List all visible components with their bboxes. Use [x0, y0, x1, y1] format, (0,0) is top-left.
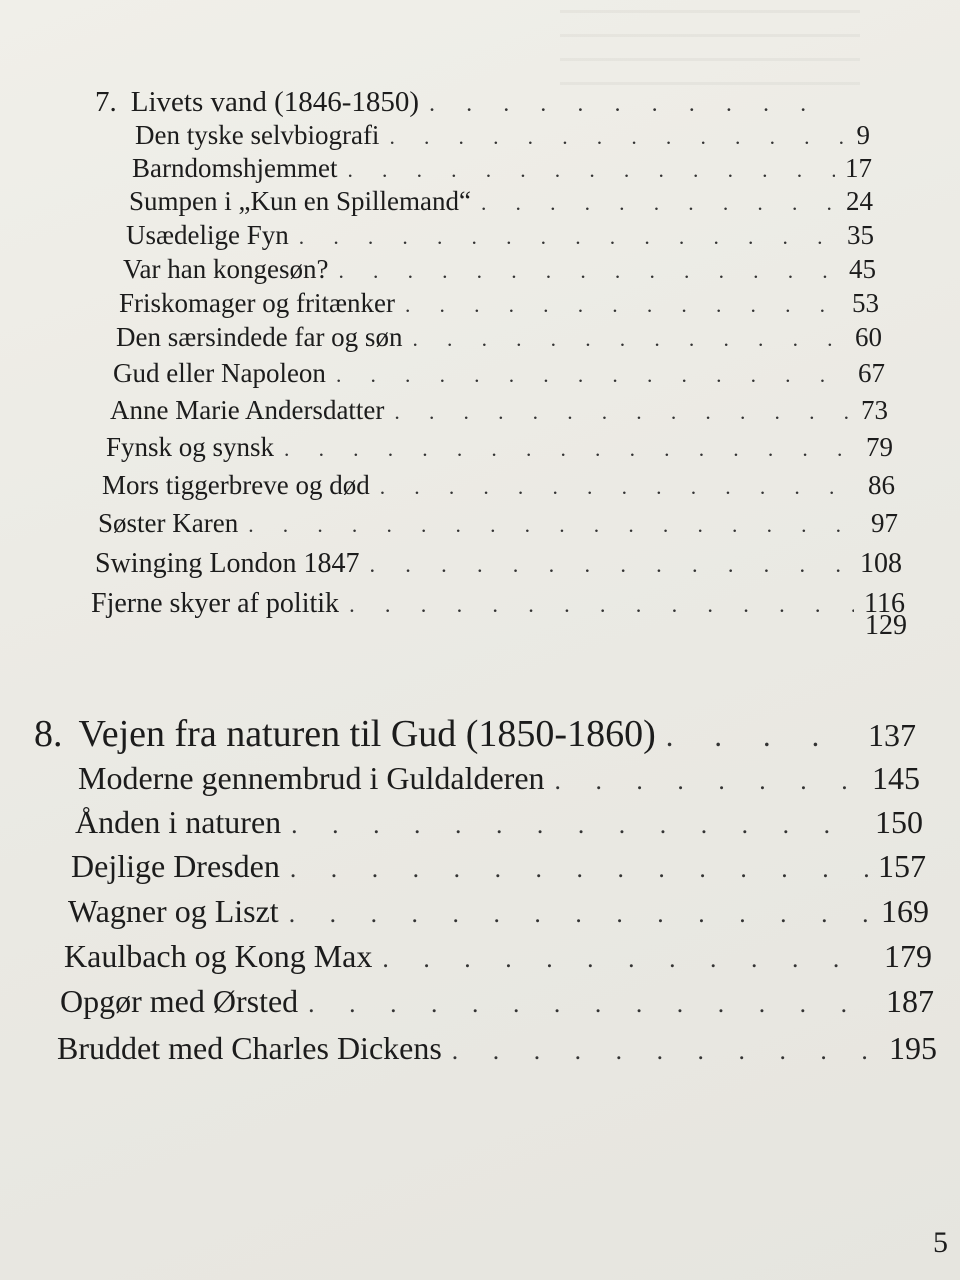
dot-leader	[405, 293, 842, 318]
page-number: 79	[866, 432, 893, 462]
entry-title: Den tyske selvbiografi	[135, 120, 380, 150]
dot-leader	[299, 225, 837, 250]
dot-leader	[481, 191, 836, 216]
toc-entry[interactable]	[91, 610, 907, 642]
dot-leader	[290, 854, 868, 884]
toc-entry[interactable]	[64, 938, 932, 975]
page-number: 73	[861, 395, 888, 425]
chapter-title: Vejen fra naturen til Gud (1850-1860)	[78, 713, 656, 755]
page-number: 187	[886, 983, 934, 1019]
toc-entry[interactable]	[68, 893, 929, 930]
page-number: 179	[884, 938, 932, 974]
page-number: 9	[856, 120, 870, 150]
dot-leader	[389, 125, 846, 150]
entry-title: Usædelige Fyn	[126, 220, 289, 250]
toc-entry[interactable]	[102, 470, 895, 501]
chapter-8-heading[interactable]	[34, 712, 916, 756]
toc-entry[interactable]	[119, 288, 879, 319]
dot-leader	[369, 552, 850, 578]
entry-title: Wagner og Liszt	[68, 893, 279, 929]
page-number: 24	[846, 186, 873, 216]
toc-entry[interactable]	[60, 983, 934, 1020]
page-folio-number: 5	[933, 1226, 948, 1259]
chapter-title: Livets vand (1846-1850)	[130, 86, 420, 118]
entry-title: Friskomager og fritænker	[119, 288, 395, 318]
page-number: 17	[845, 153, 872, 183]
dot-leader	[666, 719, 858, 754]
toc-entry[interactable]	[71, 848, 926, 885]
entry-title: Anne Marie Andersdatter	[110, 395, 385, 425]
toc-entry[interactable]	[116, 322, 882, 353]
page-number: 45	[849, 254, 876, 284]
entry-title: Opgør med Ørsted	[60, 983, 299, 1019]
entry-title: Søster Karen	[98, 508, 239, 538]
toc-entry[interactable]	[132, 153, 872, 184]
entry-title: Gud eller Napoleon	[113, 358, 326, 388]
chapter-number: 8.	[34, 713, 63, 755]
toc-entry[interactable]	[75, 804, 923, 841]
toc-entry[interactable]	[113, 358, 885, 389]
entry-title: Swinging London 1847	[95, 548, 360, 579]
dot-leader	[284, 437, 856, 462]
toc-entry[interactable]	[57, 1030, 937, 1067]
page-number: 97	[871, 508, 898, 538]
page-number: 169	[881, 893, 929, 929]
entry-title: Bruddet med Charles Dickens	[57, 1030, 442, 1066]
dot-leader	[291, 810, 865, 840]
entry-title: Mors tiggerbreve og død	[102, 470, 370, 500]
dot-leader	[382, 944, 874, 974]
toc-entry[interactable]	[129, 186, 873, 217]
page-number: 195	[889, 1030, 937, 1066]
page-number: 150	[875, 804, 923, 840]
page-number: 116	[864, 588, 905, 619]
entry-title: Sumpen i „Kun en Spillemand“	[129, 186, 471, 216]
page-number: 129	[865, 610, 907, 641]
dot-leader	[394, 400, 851, 425]
entry-title: Moderne gennembrud i Guldalderen	[78, 760, 545, 796]
toc-entry[interactable]	[95, 548, 902, 580]
page-number: 53	[852, 288, 879, 318]
page-number: 157	[878, 848, 926, 884]
dot-leader	[308, 989, 876, 1019]
toc-entry[interactable]	[135, 120, 870, 151]
page-number: 60	[855, 322, 882, 352]
toc-entry[interactable]	[78, 760, 920, 797]
page-number: 67	[858, 358, 885, 388]
dot-leader	[336, 363, 848, 388]
chapter-7-heading[interactable]	[95, 86, 835, 119]
page-number: 86	[868, 470, 895, 500]
toc-entry[interactable]	[110, 395, 888, 426]
page-number: 145	[872, 760, 920, 796]
entry-title: Kaulbach og Kong Max	[64, 938, 373, 974]
dot-leader	[380, 475, 858, 500]
dot-leader	[289, 899, 871, 929]
page-number: 35	[847, 220, 874, 250]
entry-title: Ånden i naturen	[75, 804, 282, 840]
dot-leader	[338, 259, 839, 284]
show-through-text	[560, 10, 860, 90]
dot-leader	[555, 766, 862, 796]
page-number: 137	[868, 717, 916, 753]
entry-title: Var han kongesøn?	[123, 254, 329, 284]
entry-title: Dejlige Dresden	[71, 848, 280, 884]
dot-leader	[347, 158, 835, 183]
entry-title: Barndomshjemmet	[132, 153, 338, 183]
dot-leader	[429, 91, 825, 118]
entry-title: Fynsk og synsk	[106, 432, 275, 462]
page-number: 108	[860, 548, 902, 579]
toc-entry[interactable]	[106, 432, 893, 463]
chapter-number: 7.	[95, 86, 117, 118]
entry-title: Fjerne skyer af politik	[91, 588, 340, 619]
entry-title: Den særsindede far og søn	[116, 322, 403, 352]
toc-entry[interactable]	[126, 220, 874, 251]
dot-leader	[248, 513, 861, 538]
toc-entry[interactable]	[123, 254, 876, 285]
toc-entry[interactable]	[98, 508, 898, 539]
dot-leader	[412, 327, 845, 352]
dot-leader	[452, 1036, 879, 1066]
